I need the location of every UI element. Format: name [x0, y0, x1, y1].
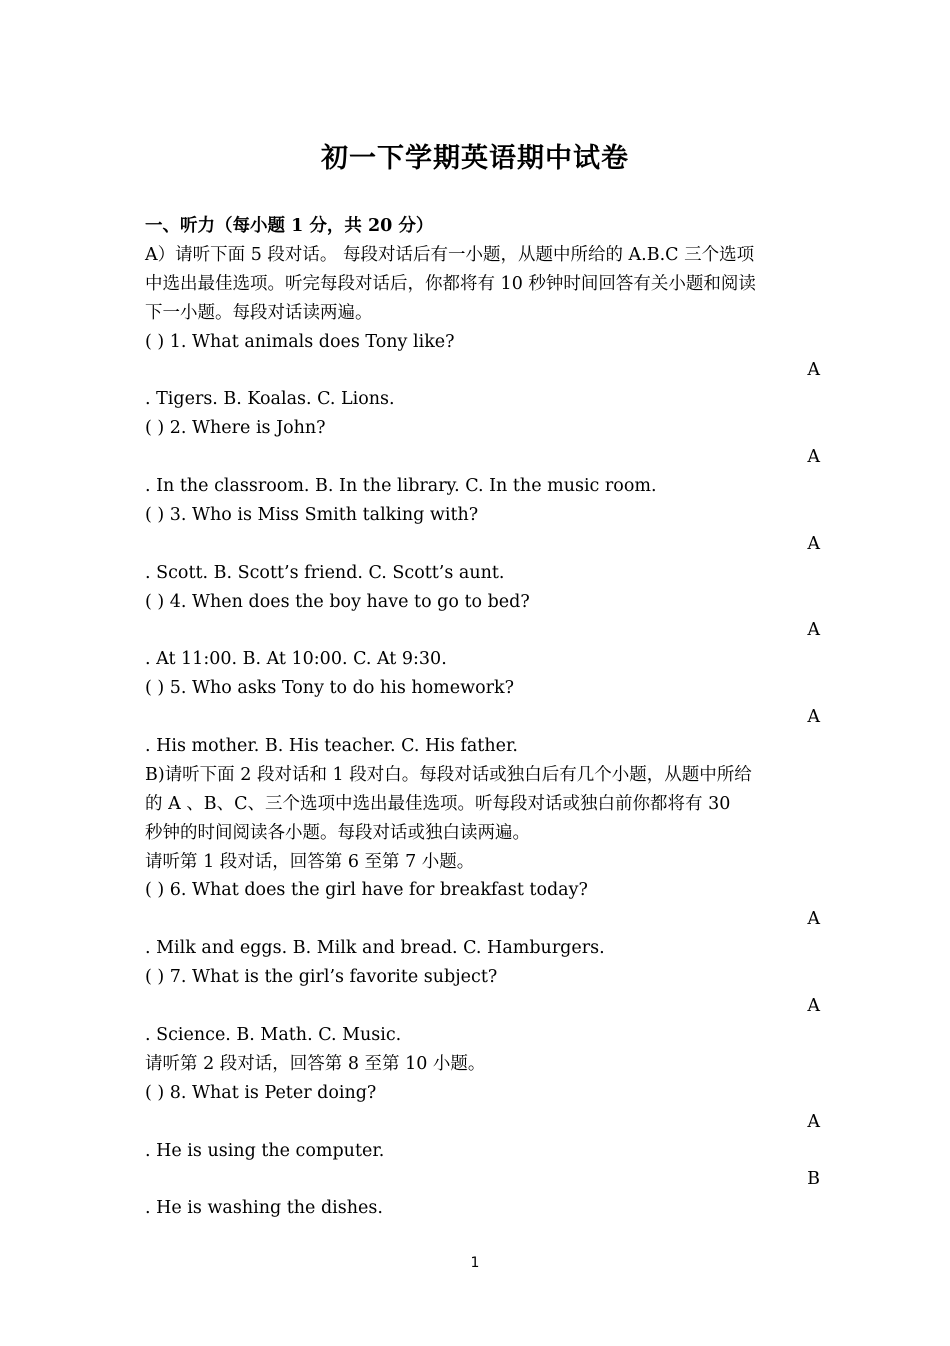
question-2-option-letter: A [807, 447, 820, 468]
question-7-options: . Science. B. Math. C. Music. [145, 1024, 402, 1045]
page-number: 1 [470, 1255, 480, 1271]
page-title: 初一下学期英语期中试卷 [321, 143, 629, 174]
question-8-stem: ( ) 8. What is Peter doing? [145, 1082, 377, 1103]
question-8-option-a: . He is using the computer. [145, 1140, 385, 1161]
question-3-option-letter: A [807, 533, 820, 554]
question-4-option-letter: A [807, 620, 820, 641]
question-6-stem: ( ) 6. What does the girl have for breakfast today? [145, 880, 588, 901]
part-b-intro-line: 秒钟的时间阅读各小题。每段对话或独白读两遍。 [145, 822, 530, 843]
question-4-stem: ( ) 4. When does the boy have to go to bed? [145, 591, 530, 612]
question-2-stem: ( ) 2. Where is John? [145, 418, 326, 439]
question-5-option-letter: A [807, 707, 820, 728]
question-1-stem: ( ) 1. What animals does Tony like? [145, 331, 455, 352]
exam-content [145, 212, 825, 1223]
question-2-options: . In the classroom. B. In the library. C. In the music room. [145, 476, 657, 497]
part-a-intro-line: 下一小题。每段对话读两遍。 [145, 302, 373, 323]
dialogue-2-intro: 请听第 2 段对话，回答第 8 至第 10 小题。 [145, 1053, 486, 1074]
question-3-options: . Scott. B. Scott’s friend. C. Scott’s aunt. [145, 562, 505, 583]
question-7-stem: ( ) 7. What is the girl’s favorite subject? [145, 967, 498, 988]
dialogue-1-intro: 请听第 1 段对话，回答第 6 至第 7 小题。 [145, 851, 475, 872]
part-a-intro-line: 中选出最佳选项。听完每段对话后，你都将有 10 秒钟时间回答有关小题和阅读 [145, 273, 756, 294]
part-b-intro-line: B)请听下面 2 段对话和 1 段对白。每段对话或独白后有几个小题，从题中所给 [145, 764, 752, 785]
part-b-intro-line: 的 A 、B、C、三个选项中选出最佳选项。听每段对话或独白前你都将有 30 [145, 793, 731, 814]
question-1-options: . Tigers. B. Koalas. C. Lions. [145, 389, 395, 410]
question-6-options: . Milk and eggs. B. Milk and bread. C. Hamburgers. [145, 938, 605, 959]
question-7-option-letter: A [807, 996, 820, 1017]
part-a-intro-line: A）请听下面 5 段对话。 每段对话后有一小题，从题中所给的 A.B.C 三个选项 [145, 244, 755, 265]
question-8-option-letter-a: A [807, 1111, 820, 1132]
question-1-option-letter: A [807, 360, 820, 381]
section-heading: 一、听力（每小题 1 分，共 20 分） [145, 216, 434, 236]
question-3-stem: ( ) 3. Who is Miss Smith talking with? [145, 504, 479, 525]
question-5-options: . His mother. B. His teacher. C. His father. [145, 736, 518, 757]
question-4-options: . At 11:00. B. At 10:00. C. At 9:30. [145, 649, 447, 670]
question-6-option-letter: A [807, 909, 820, 930]
question-5-stem: ( ) 5. Who asks Tony to do his homework? [145, 678, 514, 699]
question-8-option-b: . He is washing the dishes. [145, 1198, 383, 1219]
question-8-option-letter-b: B [807, 1169, 820, 1190]
